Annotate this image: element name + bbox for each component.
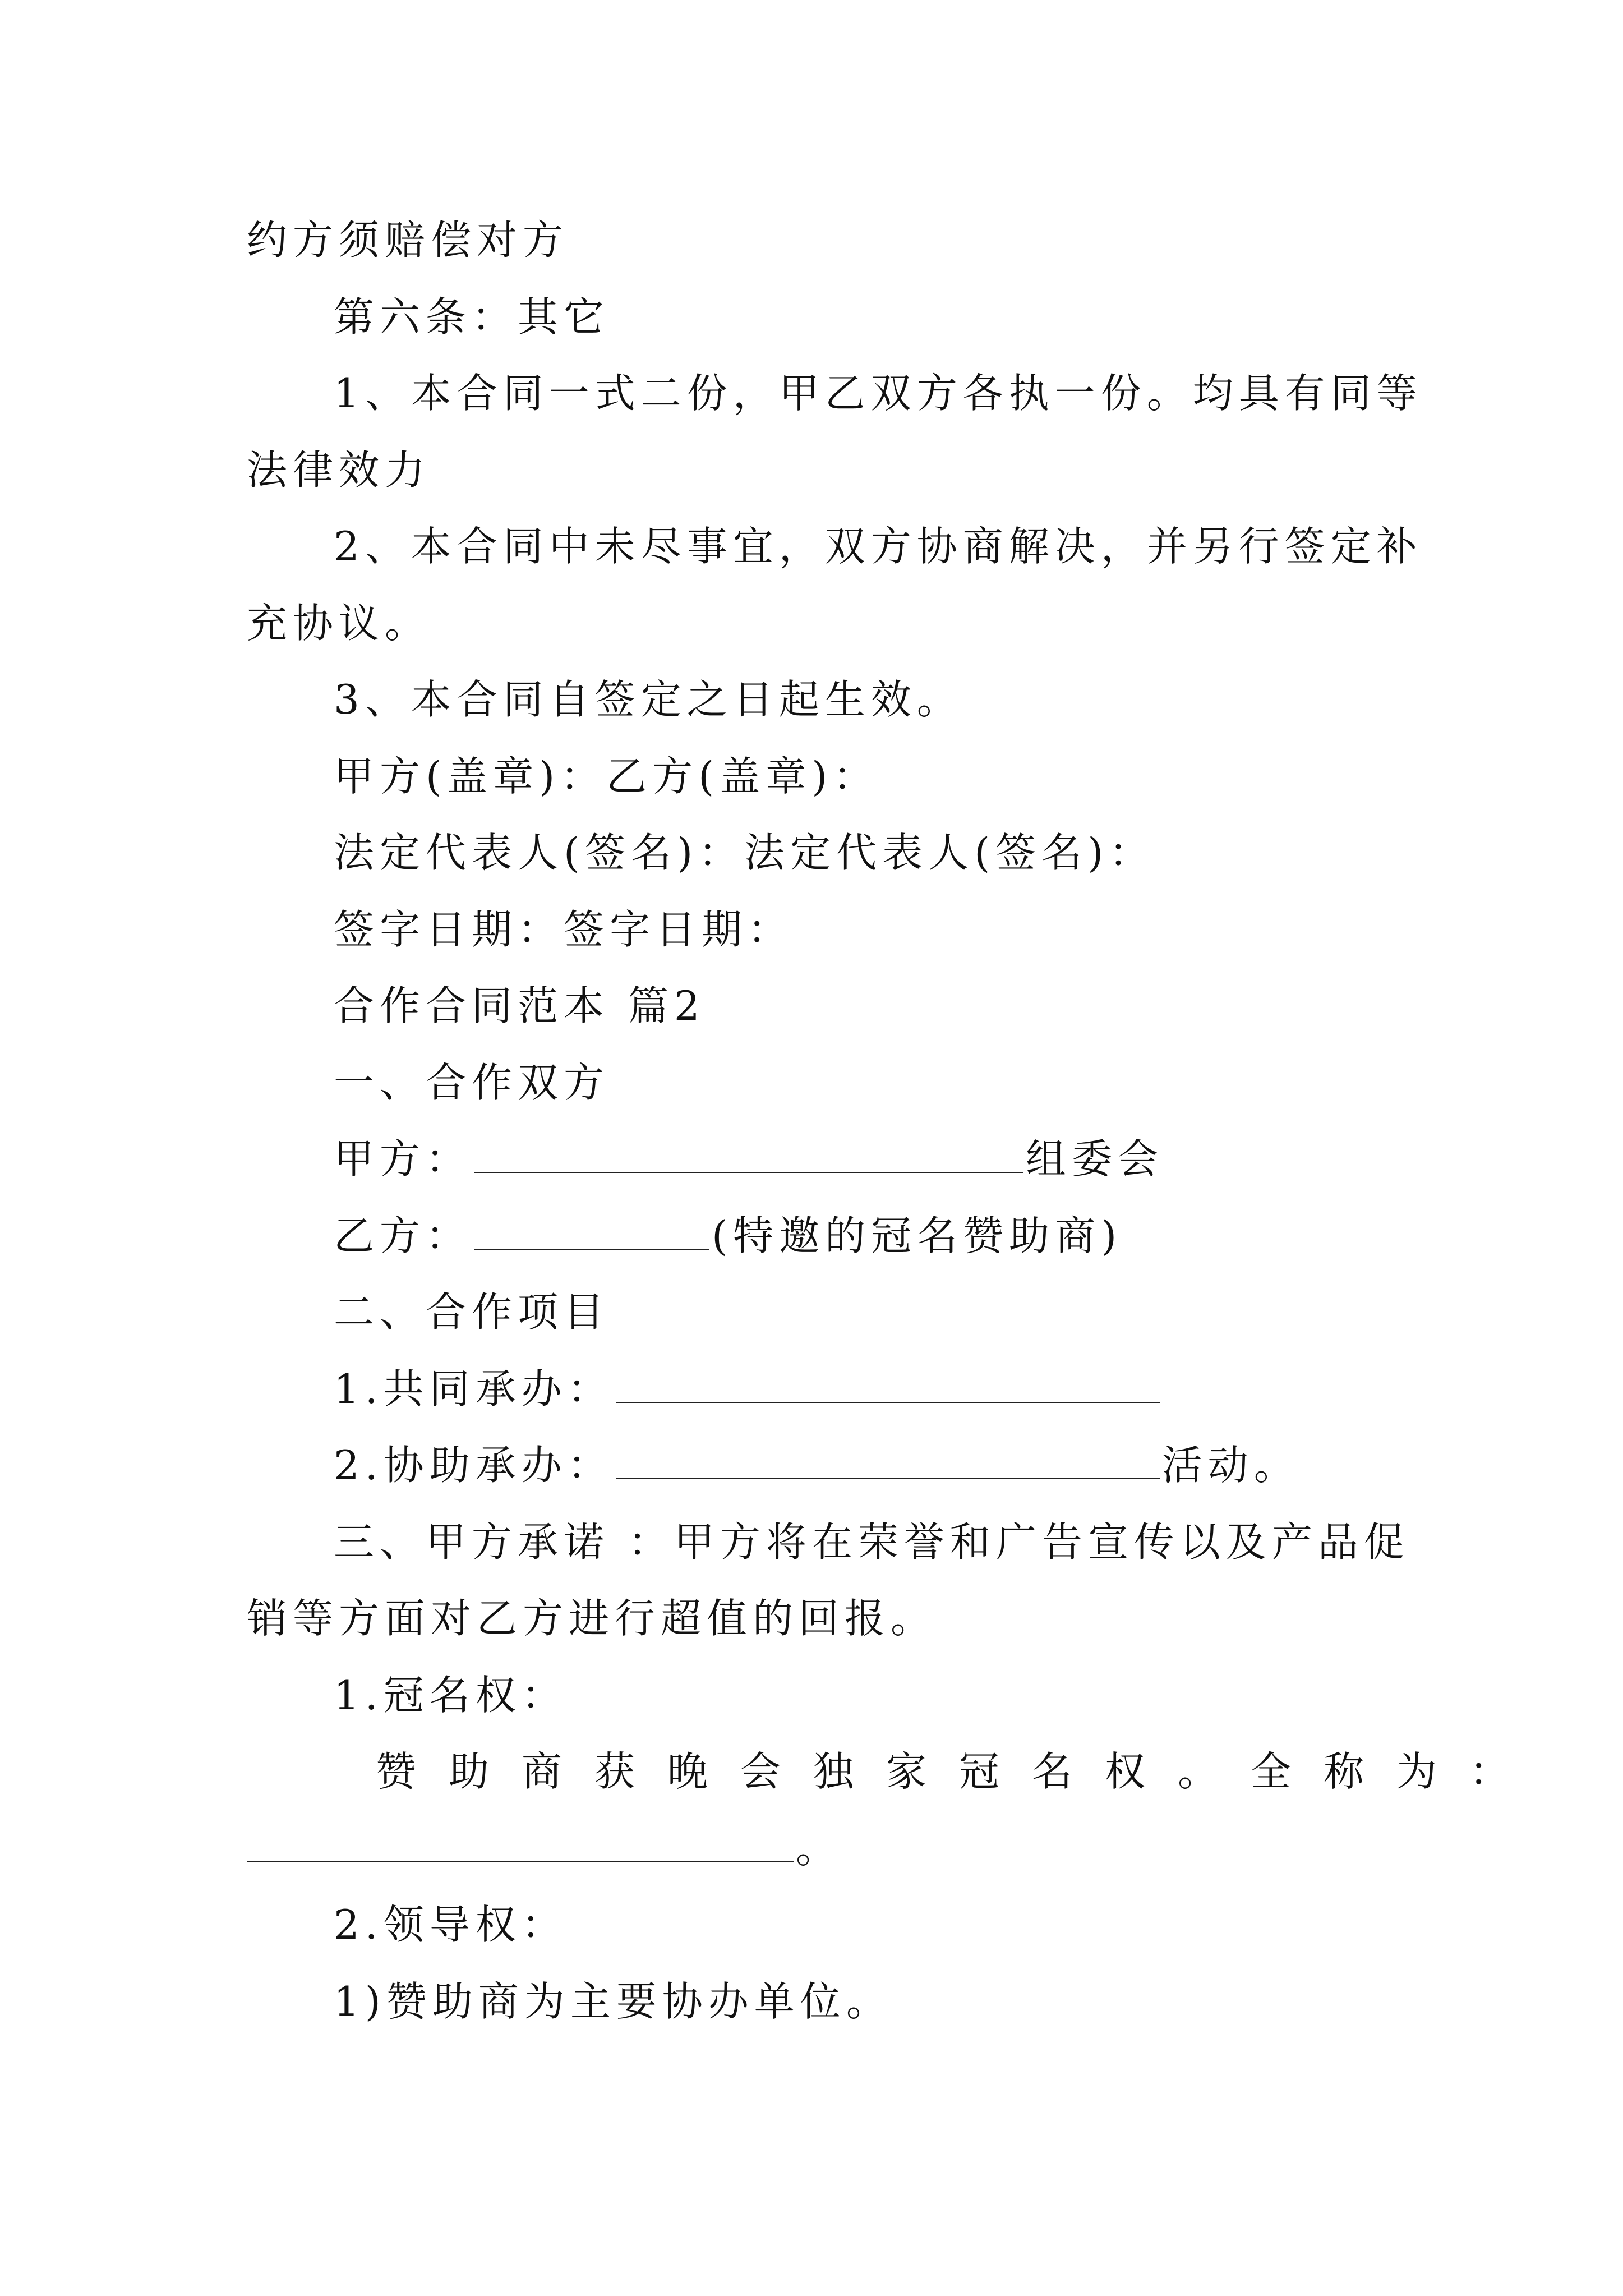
date-line: 签字日期：签字日期：: [334, 905, 794, 953]
text-line: 3、本合同自签定之日起生效。: [334, 676, 963, 723]
party-b-line: [247, 1198, 1385, 1274]
party-a-label: 甲方：: [334, 1135, 472, 1182]
section-heading: 一、合作双方: [334, 1059, 610, 1106]
text-line: 充协议。: [247, 599, 431, 647]
assist-host-line: [247, 1427, 1385, 1504]
section-heading: 三、甲方承诺 ：甲方将在荣誉和广告宣传以及产品促: [334, 1518, 1410, 1566]
document-page: [247, 202, 1543, 2040]
section-heading: 第六条：其它: [334, 293, 610, 341]
party-a-blank: [474, 1135, 1023, 1173]
assist-host-blank: [616, 1442, 1160, 1479]
party-b-suffix: (特邀的冠名赞助商): [712, 1212, 1123, 1259]
text-line: 约方须赔偿对方: [247, 217, 569, 264]
full-name-blank: [247, 1825, 794, 1862]
subsection-heading: 1.冠名权：: [334, 1671, 568, 1719]
co-host-blank: [616, 1365, 1160, 1403]
assist-host-label: 2.协助承办：: [334, 1442, 614, 1489]
section-title: 合作合同范本 篇2: [334, 982, 706, 1029]
party-a-suffix: 组委会: [1026, 1135, 1164, 1182]
co-host-label: 1.共同承办：: [334, 1365, 614, 1412]
full-name-line: [247, 1810, 1385, 1887]
party-b-blank: [474, 1212, 709, 1250]
section-heading: 二、合作项目: [334, 1289, 610, 1336]
full-name-suffix: 。: [796, 1824, 842, 1872]
party-b-label: 乙方：: [334, 1212, 472, 1259]
text-line: 1、本合同一式二份，甲乙双方各执一份。均具有同等: [334, 370, 1423, 417]
signature-line: 甲方(盖章)：乙方(盖章)：: [334, 752, 879, 800]
party-a-line: [247, 1121, 1385, 1198]
text-line: 1)赞助商为主要协办单位。: [334, 1977, 892, 2025]
signature-line: 法定代表人(签名)：法定代表人(签名)：: [334, 829, 1155, 876]
subsection-heading: 2.领导权：: [334, 1901, 568, 1948]
text-line: 法律效力: [247, 446, 431, 494]
co-host-line: [247, 1351, 1385, 1428]
assist-host-suffix: 活动。: [1161, 1442, 1300, 1489]
text-line: 2、本合同中未尽事宜，双方协商解决，并另行签定补: [334, 523, 1423, 570]
text-line: 赞助商获晚会独家冠名权。全称为：: [376, 1748, 1543, 1795]
text-line: 销等方面对乙方进行超值的回报。: [247, 1595, 937, 1642]
